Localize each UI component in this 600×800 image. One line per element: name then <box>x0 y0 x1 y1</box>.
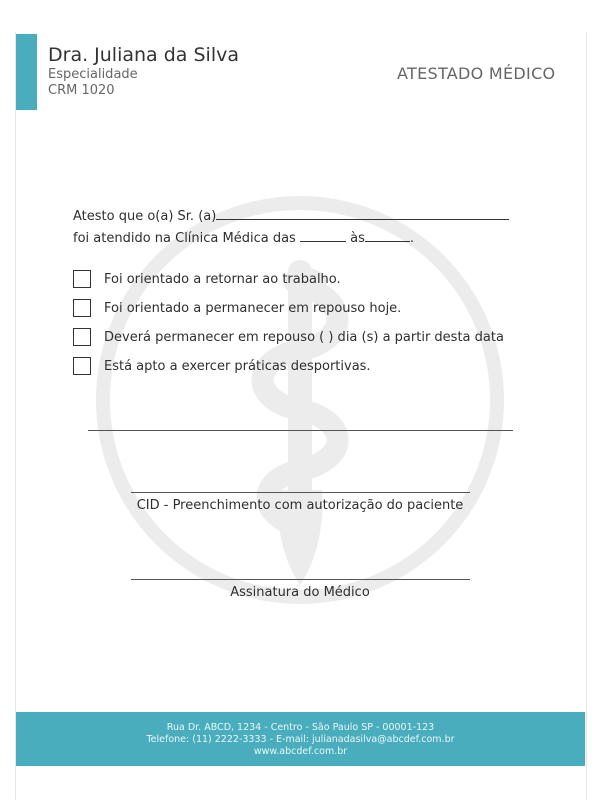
attendance-line-end: . <box>409 231 414 246</box>
checkbox-label-rest-today: Foi orientado a permanecer em repouso hoje. <box>104 301 402 316</box>
doctor-signature-line[interactable] <box>131 579 470 580</box>
checkbox-label-rest-days: Deverá permanecer em repouso ( ) dia (s) a partir desta data <box>104 330 504 345</box>
checkbox-label-return-work: Foi orientado a retornar ao trabalho. <box>104 272 341 287</box>
attendance-line-label: foi atendido na Clínica Médica das <box>73 231 296 246</box>
doctor-name: Dra. Juliana da Silva <box>48 44 239 66</box>
cid-caption: CID - Preenchimento com autorização do paciente <box>136 498 464 513</box>
document-title: ATESTADO MÉDICO <box>397 64 556 83</box>
doctor-specialty: Especialidade <box>48 67 138 82</box>
attendance-line-mid: às <box>350 231 365 246</box>
footer-contact: Telefone: (11) 2222-3333 - E-mail: julianadasilva@abcdef.com.br <box>146 734 455 745</box>
checkbox-sports-fit[interactable] <box>73 357 91 375</box>
patient-line-label: Atesto que o(a) Sr. (a) <box>73 209 217 224</box>
checkbox-rest-days[interactable] <box>73 328 91 346</box>
cid-signature-line[interactable] <box>131 492 470 493</box>
footer-website: www.abcdef.com.br <box>253 746 348 757</box>
rod-of-asclepius-icon <box>90 190 510 610</box>
doctor-signature-caption: Assinatura do Médico <box>230 585 370 600</box>
end-time-blank[interactable] <box>365 228 410 242</box>
section-divider <box>88 430 513 431</box>
checkbox-return-work[interactable] <box>73 270 91 288</box>
checkbox-rest-today[interactable] <box>73 299 91 317</box>
start-time-blank[interactable] <box>300 228 346 242</box>
header-accent-bar <box>16 34 37 110</box>
footer-address: Rua Dr. ABCD, 1234 - Centro - São Paulo SP - 00001-123 <box>166 722 435 733</box>
patient-line <box>73 206 509 224</box>
attendance-line <box>73 228 414 246</box>
checkbox-label-sports-fit: Está apto a exercer práticas desportivas. <box>104 359 371 374</box>
patient-name-blank[interactable] <box>216 206 509 220</box>
footer-band <box>16 712 585 766</box>
doctor-crm: CRM 1020 <box>48 83 115 98</box>
